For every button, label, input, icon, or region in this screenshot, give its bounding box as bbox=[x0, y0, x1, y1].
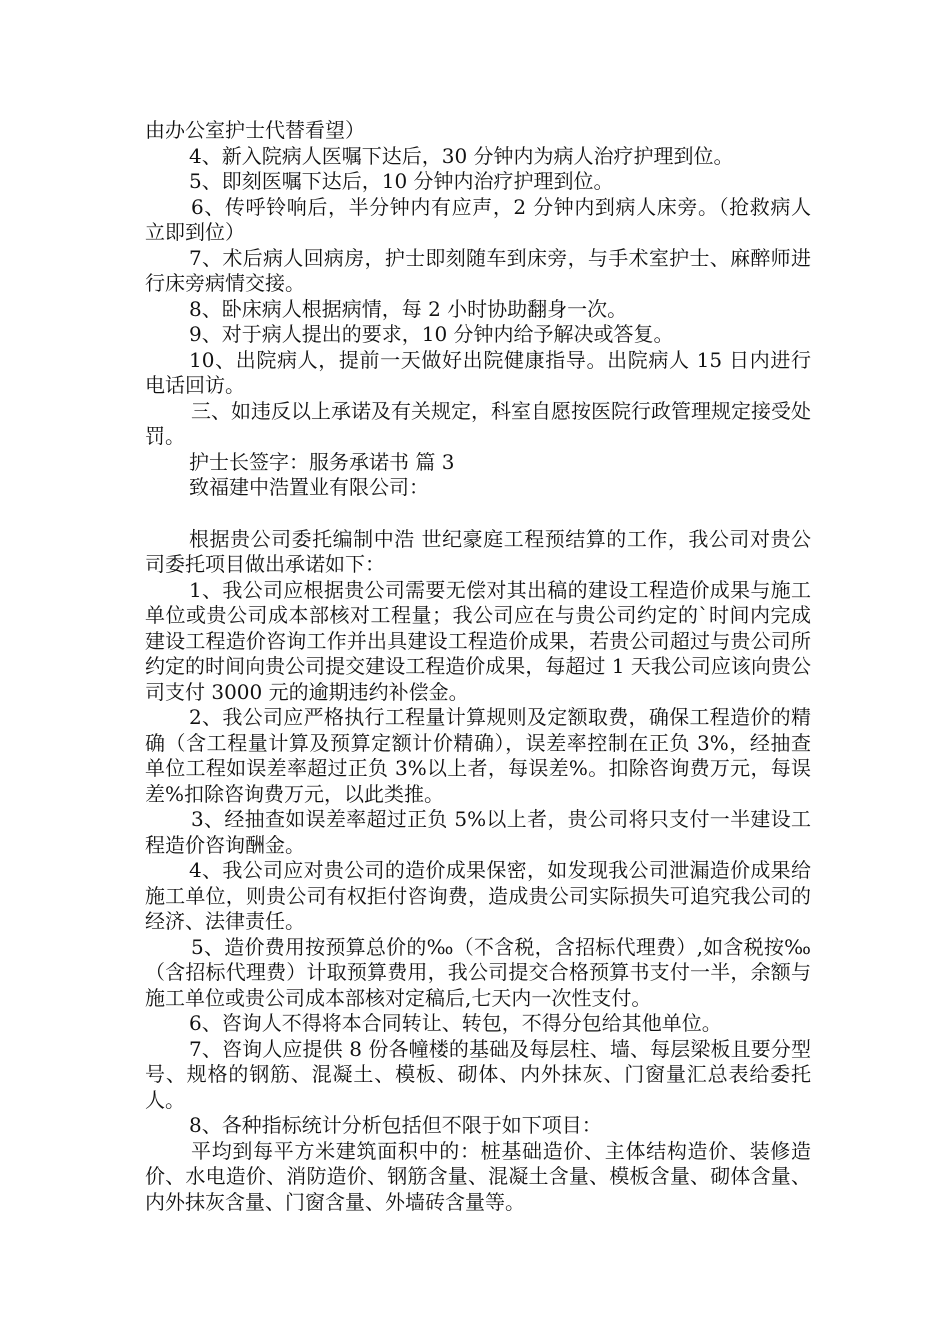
paragraph-item-4: 4、新入院病人医嘱下达后，30 分钟内为病人治疗护理到位。 bbox=[189, 143, 734, 168]
commitment-item-4: 4、我公司应对贵公司的造价成果保密，如发现我公司泄漏造价成果给施工单位，则贵公司有权拒付咨询费，造成贵公司实际损失可追究我公司的经济、法律责任。 bbox=[145, 858, 811, 933]
commitment-item-5: 5、造价费用按预算总价的‰（不含税，含招标代理费）,如含税按‰（含招标代理费）计取预算费用，我公司提交合格预算书支付一半，余额与施工单位或贵公司成本部核对定稿后,七天内一次性支付。 bbox=[145, 934, 811, 1010]
commitment-item-2: 2、我公司应严格执行工程量计算规则及定额取费，确保工程造价的精确（含工程量计算及预算定额计价精确），误差率控制在正负 3%，经抽查单位工程如误差率超过正负 3%以上者，每误差%。扣除咨询费万元，每误差%扣除咨询费万元，以此类推。 bbox=[145, 705, 811, 806]
commitment-item-6: 6、咨询人不得将本合同转让、转包，不得分包给其他单位。 bbox=[189, 1011, 722, 1035]
paragraph-item-8: 8、卧床病人根据病情，每 2 小时协助翻身一次。 bbox=[189, 296, 628, 321]
signature-line: 护士长签字：服务承诺书 篇 3 bbox=[189, 449, 455, 474]
paragraph-section-3: 三、如违反以上承诺及有关规定，科室自愿按医院行政管理规定接受处罚。 bbox=[145, 398, 811, 448]
paragraph-item-7: 7、术后病人回病房，护士即刻随车到床旁，与手术室护士、麻醉师进行床旁病情交接。 bbox=[145, 245, 811, 295]
paragraph-intro: 根据贵公司委托编制中浩 世纪豪庭工程预结算的工作，我公司对贵公司委托项目做出承诺如下： bbox=[145, 526, 811, 576]
addressee-line: 致福建中浩置业有限公司： bbox=[189, 475, 429, 499]
paragraph-item-6: 6、传呼铃响后，半分钟内有应声，2 分钟内到病人床旁。（抢救病人立即到位） bbox=[145, 194, 811, 244]
paragraph-continuation: 由办公室护士代替看望） bbox=[145, 118, 365, 142]
commitment-item-7: 7、咨询人应提供 8 份各幢楼的基础及每层柱、墙、每层梁板且要分型号、规格的钢筋、混凝土、模板、砌体、内外抹灰、门窗量汇总表给委托人。 bbox=[145, 1036, 811, 1112]
commitment-item-8-detail: 平均到每平方米建筑面积中的：桩基础造价、主体结构造价、装修造价、水电造价、消防造价、钢筋含量、混凝土含量、模板含量、砌体含量、内外抹灰含量、门窗含量、外墙砖含量等。 bbox=[145, 1138, 811, 1214]
commitment-item-3: 3、经抽查如误差率超过正负 5%以上者，贵公司将只支付一半建设工程造价咨询酬金。 bbox=[145, 807, 811, 857]
document-page bbox=[145, 118, 811, 1215]
paragraph-item-10: 10、出院病人，提前一天做好出院健康指导。出院病人 15 日内进行电话回访。 bbox=[145, 347, 811, 397]
commitment-item-1: 1、我公司应根据贵公司需要无偿对其出稿的建设工程造价成果与施工单位或贵公司成本部核对工程量；我公司应在与贵公司约定的`时间内完成建设工程造价咨询工作并出具建设工程造价成果，若贵公司超过与贵公司所约定的时间向贵公司提交建设工程造价成果，每超过 1 天我公司应该向贵公司支付 3000 元的逾期违约补偿金。 bbox=[145, 577, 811, 704]
paragraph-item-5: 5、即刻医嘱下达后，10 分钟内治疗护理到位。 bbox=[189, 169, 614, 193]
blank-line bbox=[145, 501, 811, 527]
commitment-item-8: 8、各种指标统计分析包括但不限于如下项目： bbox=[189, 1113, 602, 1137]
paragraph-item-9: 9、对于病人提出的要求，10 分钟内给予解决或答复。 bbox=[189, 322, 674, 346]
